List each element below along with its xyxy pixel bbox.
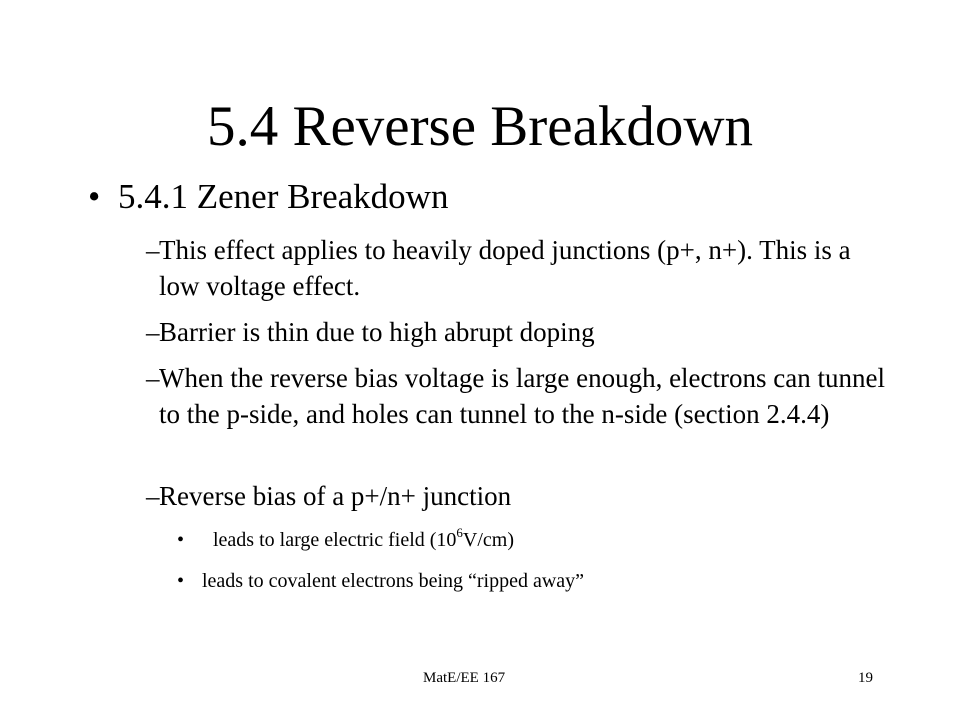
subpoint-2-text: leads to covalent electrons being “ripped away” [202, 570, 585, 592]
subpoint-bullet: • [177, 570, 185, 592]
exponent: 6 [456, 525, 463, 541]
point-4-text: Reverse bias of a p+/n+ junction [159, 481, 512, 511]
bullet-dot: • [88, 177, 101, 216]
subpoint-1-text [213, 527, 514, 553]
point-2-text: Barrier is thin due to high abrupt doping [159, 317, 595, 347]
subpoint-1-prefix: leads to large electric field (10 [213, 529, 457, 551]
dash-marker: – [146, 235, 160, 265]
footer-page-number: 19 [858, 670, 873, 686]
dash-marker: – [146, 363, 160, 393]
point-1 [146, 232, 906, 304]
bullet-level1-text: 5.4.1 Zener Breakdown [118, 177, 449, 216]
slide-title: 5.4 Reverse Breakdown [206, 95, 754, 158]
dash-marker: – [146, 481, 160, 511]
point-3-text: When the reverse bias voltage is large enough, electrons can tunnel to the p-side, and holes can tunnel to the n-side (section 2.4.4) [159, 363, 885, 429]
point-3 [146, 360, 906, 468]
dash-marker: – [146, 317, 160, 347]
subpoint-1-suffix: V/cm) [462, 529, 515, 551]
subpoint-bullet: • [177, 529, 185, 551]
footer-course: MatE/EE 167 [423, 670, 506, 686]
point-1-text: This effect applies to heavily doped junctions (p+, n+). This is a low voltage effect. [159, 235, 851, 301]
